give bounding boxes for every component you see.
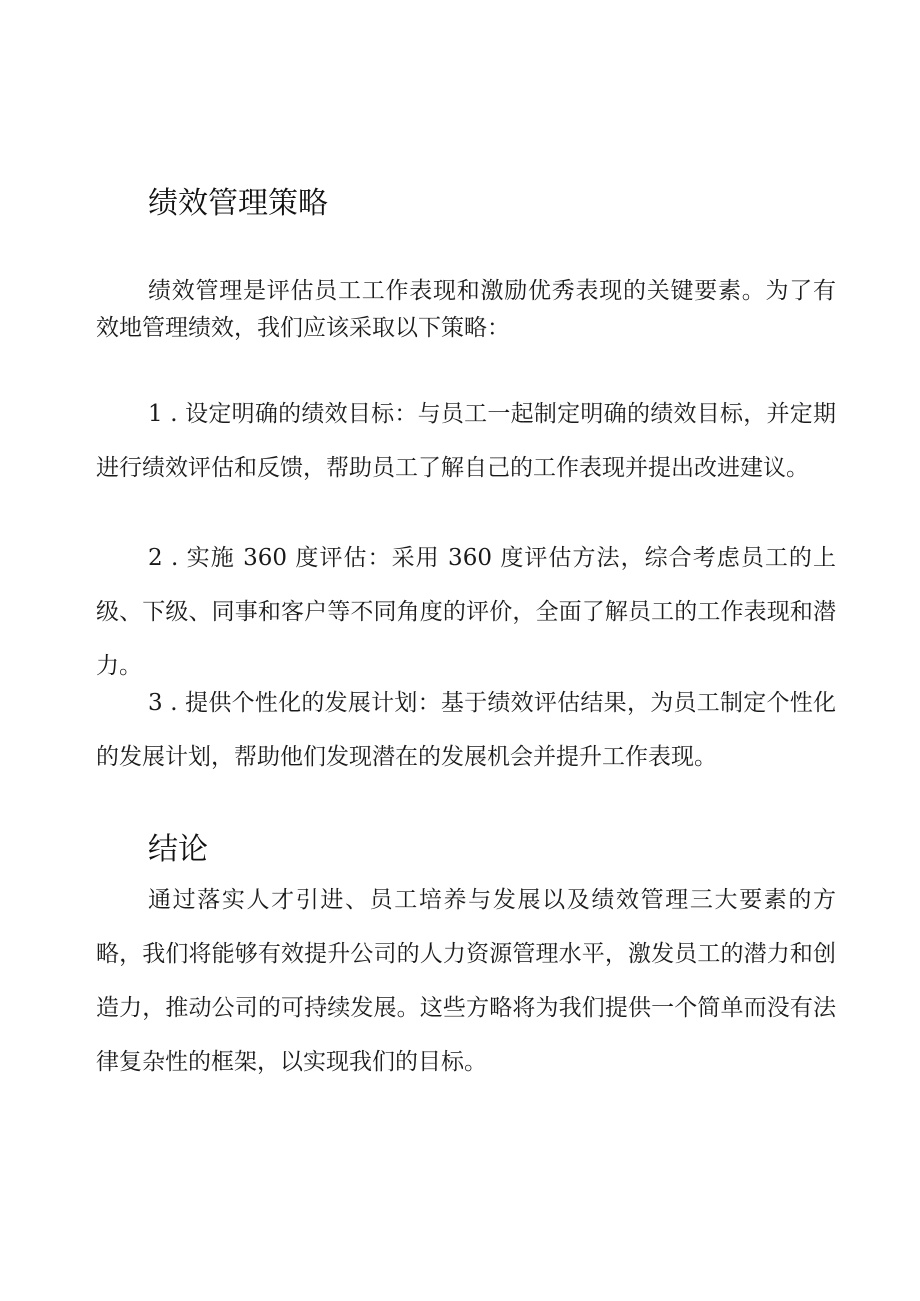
section-heading-performance: 绩效管理策略 bbox=[148, 186, 328, 221]
list-item-1: 1 . 设定明确的绩效目标：与员工一起制定明确的绩效目标，并定期进行绩效评估和反馈，帮助员工了解自己的工作表现并提出改进建议。 bbox=[96, 401, 836, 481]
paragraph-intro: 绩效管理是评估员工工作表现和激励优秀表现的关键要素。为了有效地管理绩效，我们应该采取以下策略： bbox=[96, 278, 836, 341]
section-heading-conclusion: 结论 bbox=[148, 832, 208, 867]
list-item-3: 3 . 提供个性化的发展计划：基于绩效评估结果，为员工制定个性化的发展计划，帮助他们发现潜在的发展机会并提升工作表现。 bbox=[96, 690, 836, 770]
paragraph-conclusion: 通过落实人才引进、员工培养与发展以及绩效管理三大要素的方略，我们将能够有效提升公司的人力资源管理水平，激发员工的潜力和创造力，推动公司的可持续发展。这些方略将为我们提供一个简单而没有法律复杂性的框架，以实现我们的目标。 bbox=[96, 887, 836, 1075]
list-item-2: 2 . 实施 360 度评估：采用 360 度评估方法，综合考虑员工的上级、下级、同事和客户等不同角度的评价，全面了解员工的工作表现和潜力。 bbox=[96, 545, 836, 679]
